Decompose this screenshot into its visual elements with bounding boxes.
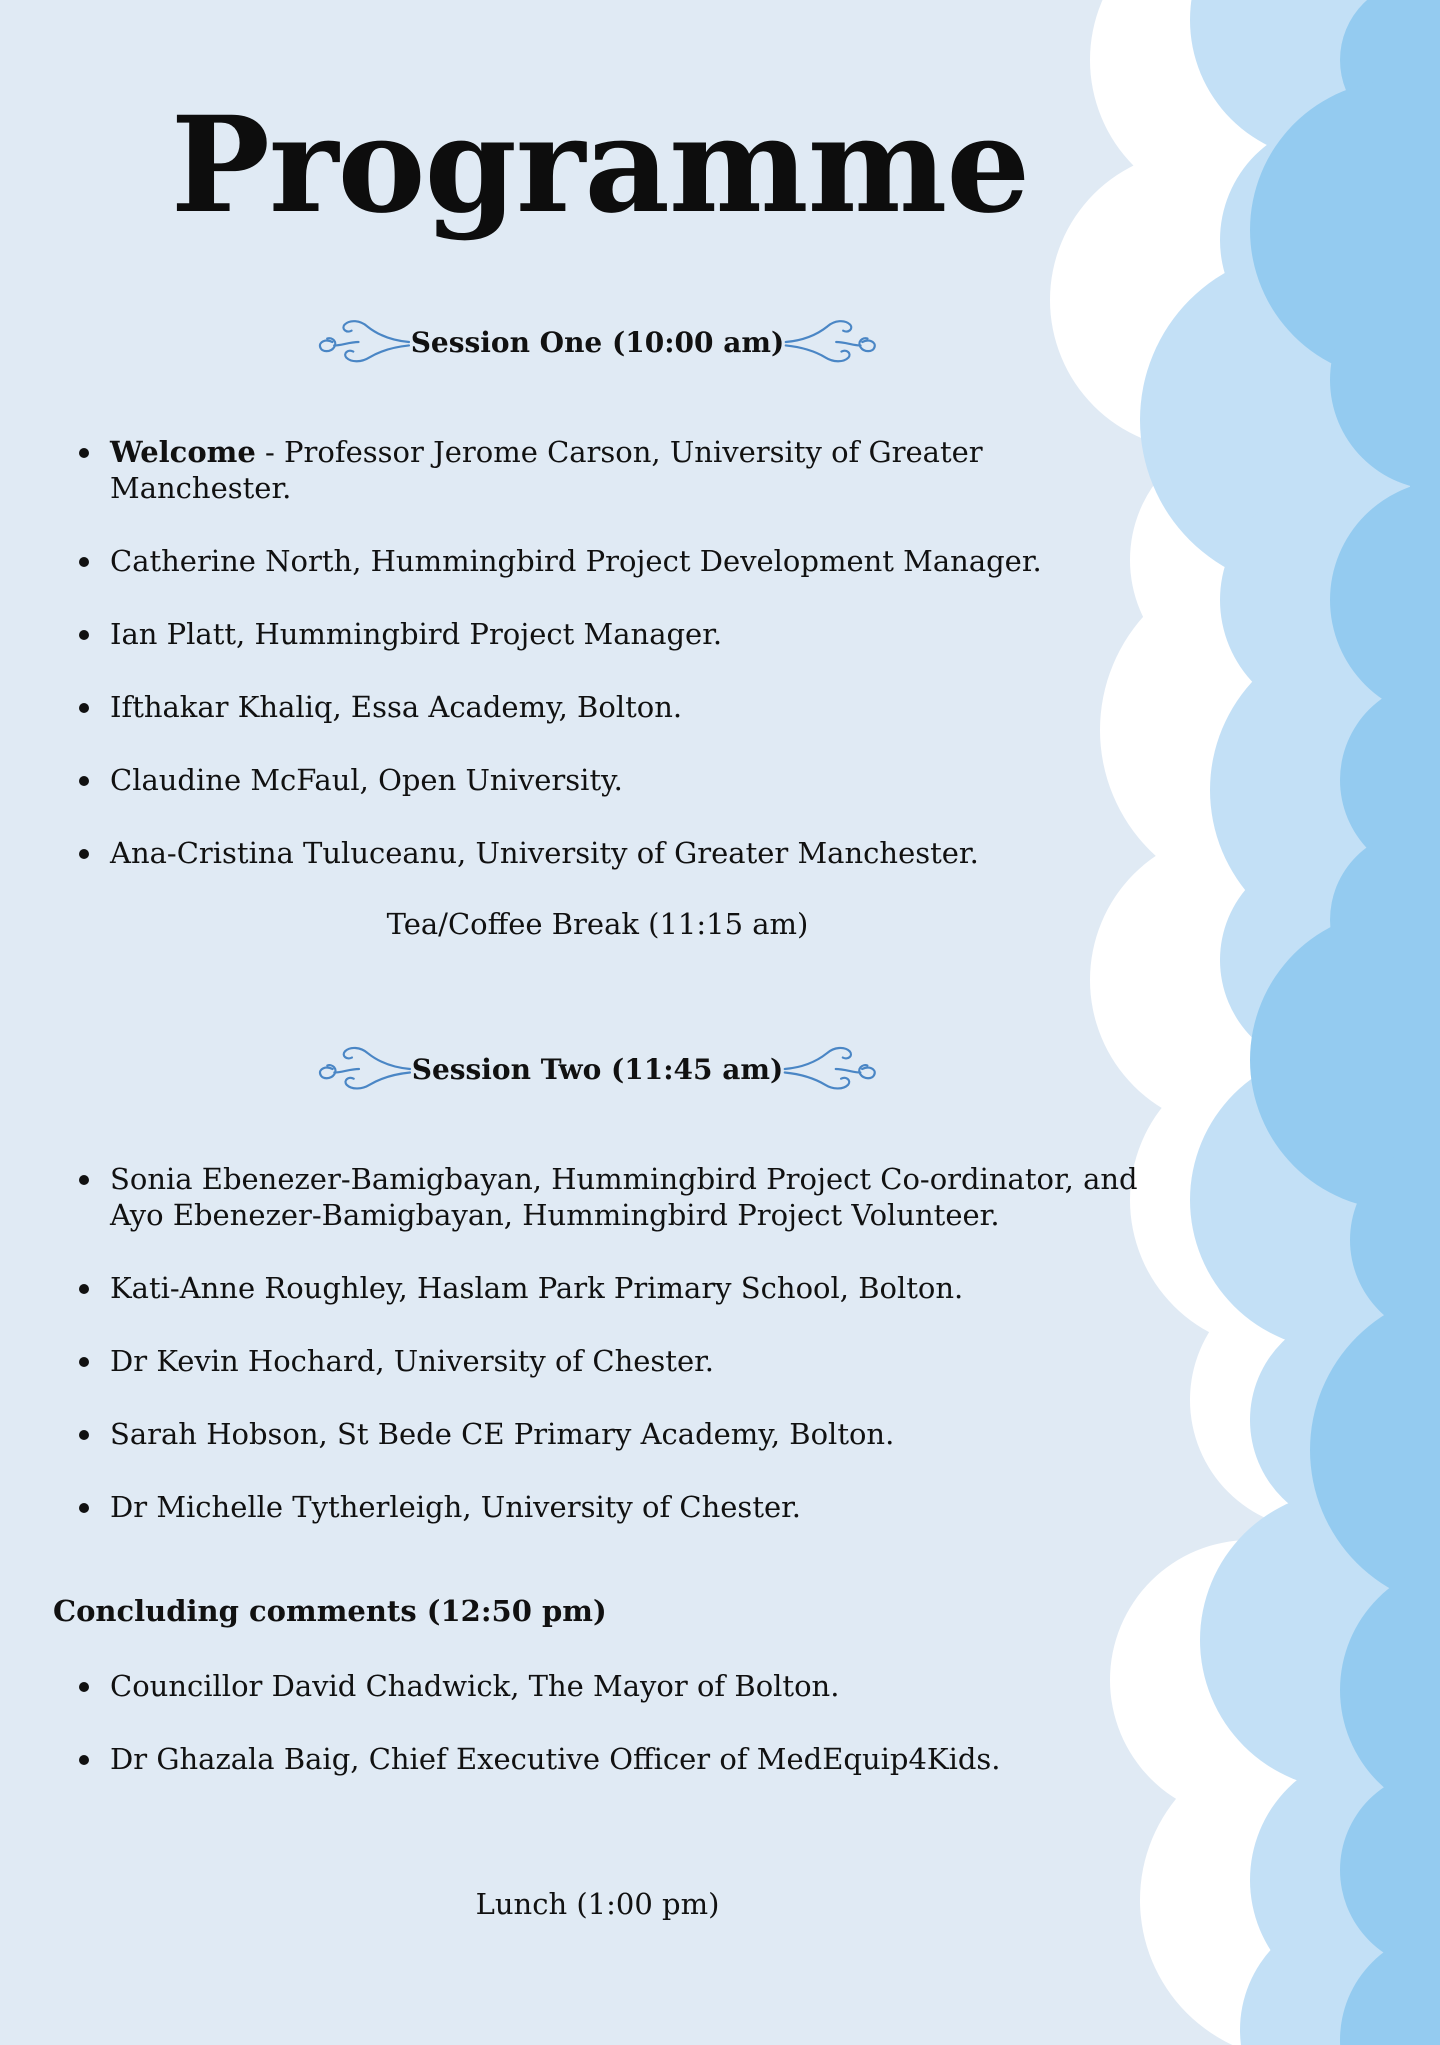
list-item bbox=[110, 1668, 1150, 1704]
page-title: Programme bbox=[170, 88, 1030, 243]
list-item bbox=[110, 689, 1150, 725]
list-item bbox=[110, 835, 1150, 871]
list-item bbox=[110, 543, 1150, 579]
list-item bbox=[110, 1161, 1150, 1233]
list-item-text: Ian Platt, Hummingbird Project Manager. bbox=[110, 617, 723, 651]
list-item-text: Catherine North, Hummingbird Project Development Manager. bbox=[110, 544, 1042, 578]
list-item-text: Councillor David Chadwick, The Mayor of Bolton. bbox=[110, 1669, 840, 1703]
list-item bbox=[110, 616, 1150, 652]
session-one-header bbox=[315, 302, 880, 382]
concluding-list bbox=[0, 1668, 1150, 1814]
list-item-text: Dr Ghazala Baig, Chief Executive Officer of MedEquip4Kids. bbox=[110, 1742, 1001, 1776]
list-item bbox=[110, 1416, 1150, 1452]
list-item bbox=[110, 1343, 1150, 1379]
lunch-time: Lunch (1:00 pm) bbox=[475, 1887, 720, 1921]
concluding-heading: Concluding comments (12:50 pm) bbox=[53, 1594, 607, 1628]
session-two-heading: Session Two (11:45 am) bbox=[411, 1052, 784, 1086]
list-item bbox=[110, 1741, 1150, 1777]
list-item bbox=[110, 1270, 1150, 1306]
list-item bbox=[110, 434, 1150, 506]
session-two-list bbox=[0, 1161, 1150, 1562]
tea-coffee-break: Tea/Coffee Break (11:15 am) bbox=[386, 907, 809, 941]
list-item-text: Claudine McFaul, Open University. bbox=[110, 763, 623, 797]
session-two-header bbox=[315, 1029, 880, 1109]
list-item-text: Ifthakar Khaliq, Essa Academy, Bolton. bbox=[110, 690, 683, 724]
welcome-label: Welcome bbox=[110, 435, 256, 469]
flourish-right-icon bbox=[783, 1029, 880, 1109]
session-one-list bbox=[0, 434, 1150, 908]
list-item-text: Dr Kevin Hochard, University of Chester. bbox=[110, 1344, 715, 1378]
list-item-text: Dr Michelle Tytherleigh, University of Chester. bbox=[110, 1490, 802, 1524]
session-one-heading: Session One (10:00 am) bbox=[410, 325, 785, 359]
list-item bbox=[110, 1489, 1150, 1525]
list-item-text: Sonia Ebenezer-Bamigbayan, Hummingbird Project Co-ordinator, and Ayo Ebenezer-Bamigbayan, Hummingbird Project Volunteer. bbox=[110, 1162, 1138, 1232]
list-item bbox=[110, 762, 1150, 798]
flourish-left-icon bbox=[315, 302, 411, 382]
list-item-text: Ana-Cristina Tuluceanu, University of Greater Manchester. bbox=[110, 836, 979, 870]
list-item-text: - Professor Jerome Carson, University of Greater Manchester. bbox=[110, 435, 983, 505]
flourish-left-icon bbox=[315, 1029, 412, 1109]
flourish-right-icon bbox=[784, 302, 880, 382]
list-item-text: Kati-Anne Roughley, Haslam Park Primary School, Bolton. bbox=[110, 1271, 964, 1305]
list-item-text: Sarah Hobson, St Bede CE Primary Academy, Bolton. bbox=[110, 1417, 895, 1451]
